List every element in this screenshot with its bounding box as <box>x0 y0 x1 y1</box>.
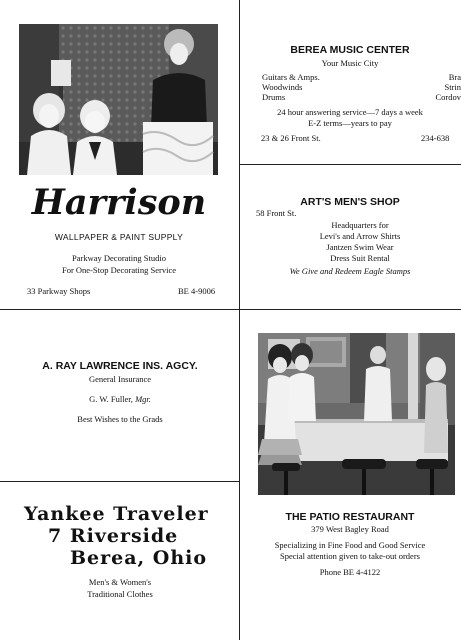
arts-mens-line-1: Levi's and Arrow Shirts <box>319 231 401 241</box>
yankee-desc2: Traditional Clothes <box>87 589 153 599</box>
berea-music-item-right-1: Strin <box>444 82 461 92</box>
berea-music-item-0: Guitars & Amps. <box>262 72 320 82</box>
harrison-logo: Harrison <box>31 182 207 223</box>
arts-mens-slogan: We Give and Redeem Eagle Stamps <box>289 266 411 276</box>
patio-photo-image <box>258 333 455 495</box>
berea-music-item-1: Woodwinds <box>262 82 303 92</box>
berea-music-service2: E-Z terms—years to pay <box>308 118 392 128</box>
berea-music-phone: 234-638 <box>421 133 450 143</box>
berea-music-item-right-0: Bra <box>448 72 461 82</box>
berea-music-address: 23 & 26 Front St. <box>261 133 321 143</box>
berea-music-item-2: Drums <box>262 92 286 102</box>
berea-music-item-right-2: Cordov <box>435 92 461 102</box>
harrison-photo-image <box>19 24 218 175</box>
lawrence-title: A. RAY LAWRENCE INS. AGCY. <box>42 360 198 372</box>
divider-right-2 <box>240 309 461 310</box>
harrison-photo <box>19 24 218 175</box>
divider-right-1 <box>240 164 461 165</box>
harrison-subtitle: WALLPAPER & PAINT SUPPLY <box>54 232 184 242</box>
patio-photo <box>258 333 455 495</box>
vertical-divider <box>239 0 240 640</box>
arts-mens-title: ART'S MEN'S SHOP <box>300 196 400 208</box>
harrison-phone: BE 4-9006 <box>178 286 216 296</box>
patio-address: 379 West Bagley Road <box>311 524 389 534</box>
lawrence-manager-title: Mgr. <box>135 394 151 404</box>
arts-mens-line-0: Headquarters for <box>331 220 389 230</box>
berea-music-service1: 24 hour answering service—7 days a week <box>277 107 423 117</box>
harrison-line1: Parkway Decorating Studio <box>72 253 166 263</box>
arts-mens-line-2: Jantzen Swim Wear <box>326 242 394 252</box>
harrison-line2: For One-Stop Decorating Service <box>61 265 176 275</box>
divider-left-1 <box>0 309 239 310</box>
arts-mens-line-3: Dress Suit Rental <box>330 253 390 263</box>
patio-line1: Specializing in Fine Food and Good Service <box>274 540 426 550</box>
harrison-address: 33 Parkway Shops <box>27 286 91 296</box>
berea-music-title: BEREA MUSIC CENTER <box>290 44 410 56</box>
yankee-line2: 7 Riverside <box>48 525 179 547</box>
patio-phone: Phone BE 4-4122 <box>319 567 381 577</box>
patio-title: THE PATIO RESTAURANT <box>285 511 415 523</box>
arts-mens-address: 58 Front St. <box>256 208 297 218</box>
lawrence-sub: General Insurance <box>88 374 152 384</box>
divider-left-2 <box>0 481 239 482</box>
lawrence-wishes: Best Wishes to the Grads <box>77 414 163 424</box>
lawrence-manager <box>10 394 230 405</box>
yankee-desc1: Men's & Women's <box>88 577 152 587</box>
berea-music-tagline: Your Music City <box>321 58 379 68</box>
lawrence-manager-name: G. W. Fuller, <box>89 394 133 404</box>
yankee-line1: Yankee Traveler <box>24 503 209 525</box>
patio-line2: Special attention given to take-out orders <box>280 551 420 561</box>
yankee-line3: Berea, Ohio <box>70 547 208 569</box>
